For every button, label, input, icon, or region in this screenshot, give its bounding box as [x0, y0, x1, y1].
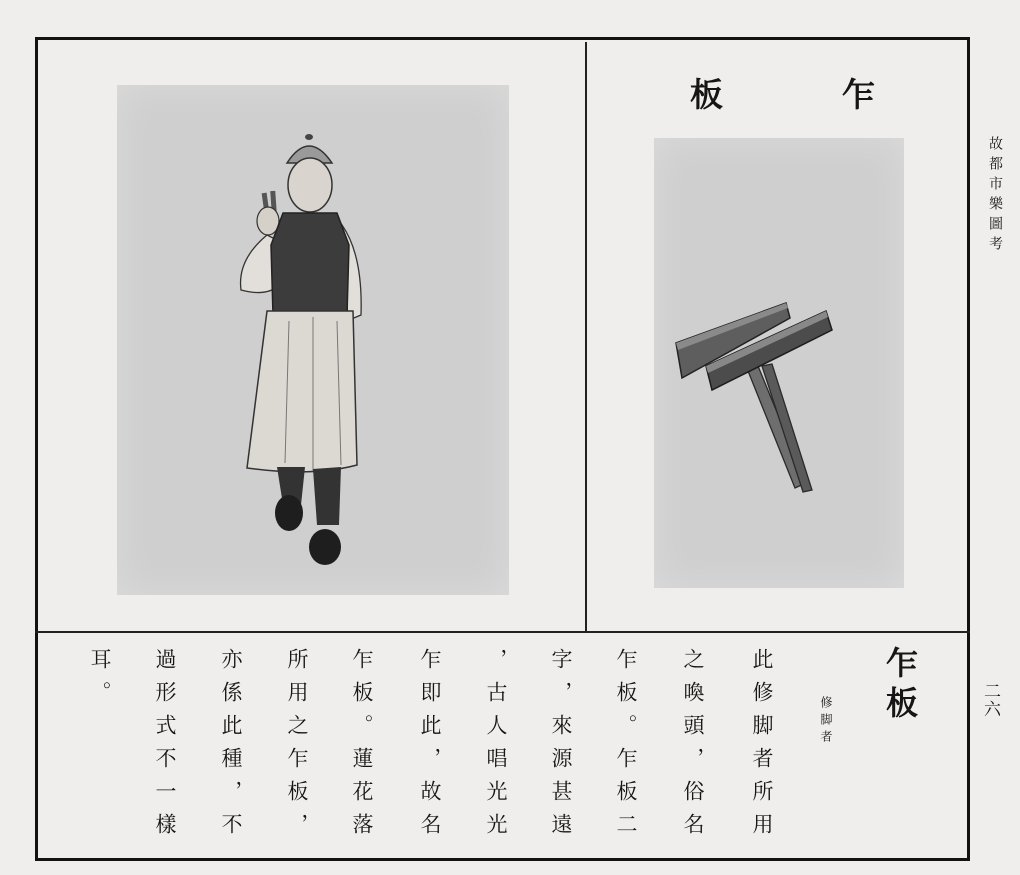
clapper-title-left-char: 板 [690, 75, 723, 114]
page-number: 二六 [980, 682, 1000, 718]
worker-figure-drawing [117, 85, 509, 595]
text-column-6: 乍即此，故名 [418, 648, 442, 846]
text-column-7: 乍板。蓮花落 [350, 648, 374, 846]
text-column-1: 此修脚者所用 [750, 648, 774, 846]
clapper-title-right-char: 乍 [842, 75, 875, 114]
vertical-divider [585, 42, 587, 632]
clapper-illustration-plate [654, 138, 904, 588]
text-column-2: 之喚頭，俗名 [681, 648, 705, 846]
horizontal-divider [35, 631, 970, 633]
figure-illustration-plate [117, 85, 509, 595]
text-column-3: 乍板。乍板二 [614, 648, 638, 846]
clapper-drawing [654, 138, 904, 588]
running-title: 故都市樂圖考 [987, 136, 1003, 256]
text-column-9: 亦係此種，不 [219, 648, 243, 846]
text-column-10: 過形式不一樣 [153, 648, 177, 846]
text-column-11: 耳。 [88, 648, 112, 714]
text-column-4: 字，來源甚遠 [549, 648, 573, 846]
entry-author: 修脚者 [819, 696, 833, 747]
clapper-title [690, 77, 875, 117]
entry-heading: 乍板 [881, 646, 919, 726]
text-column-5: ，古人唱光光 [484, 648, 508, 846]
text-column-8: 所用之乍板， [285, 648, 309, 846]
